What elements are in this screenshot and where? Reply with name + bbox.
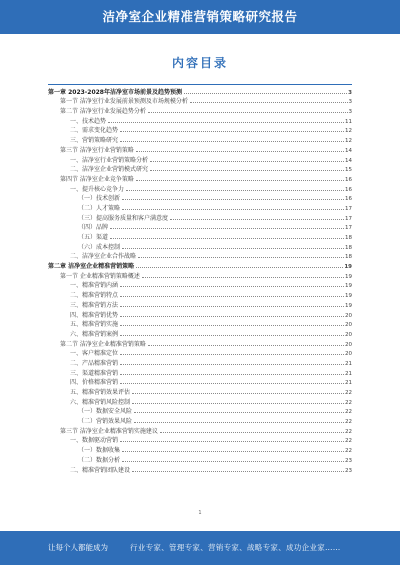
report-title: 洁净室企业精准营销策略研究报告 (102, 9, 298, 24)
toc-divider (48, 84, 352, 85)
toc-leader-dots (136, 267, 343, 268)
toc-leader-dots (136, 180, 344, 181)
toc-leader-dots (132, 393, 344, 394)
toc-entry-page: 22 (345, 438, 352, 445)
toc-entry[interactable] (48, 299, 352, 309)
toc-entry[interactable] (48, 386, 352, 396)
toc-leader-dots (122, 209, 344, 210)
toc-entry-label: 第四节 洁净室企业竞争策略 (60, 175, 134, 183)
toc-entry-label: 第三节 洁净室企业精准营销实施建议 (60, 427, 158, 435)
toc-entry-label: 二、精准营销特点 (70, 292, 119, 300)
toc-entry-page: 3 (348, 109, 352, 116)
toc-entry[interactable] (48, 222, 352, 232)
toc-leader-dots (120, 306, 344, 307)
toc-entry[interactable] (48, 454, 352, 464)
toc-entry-page: 14 (345, 147, 352, 154)
toc-entry-label: （一）数据安全风险 (78, 408, 133, 416)
toc-entry-page: 21 (345, 370, 352, 377)
toc-entry[interactable] (48, 270, 352, 280)
toc-entry[interactable] (48, 173, 352, 183)
toc-entry-page: 12 (345, 138, 352, 145)
toc-entry-label: （一）技术创新 (78, 195, 121, 203)
toc-entry-page: 22 (345, 448, 352, 455)
toc-entry-label: 二、洁净室企业合作战略 (70, 253, 137, 261)
toc-entry-label: （三）提高服务质量和客户满意度 (78, 214, 169, 222)
toc-entry[interactable] (48, 251, 352, 261)
report-header-bar (0, 0, 400, 34)
toc-leader-dots (110, 238, 344, 239)
toc-entry-page: 20 (345, 331, 352, 338)
toc-heading: 内容目录 (171, 56, 228, 70)
toc-entry-page: 19 (345, 273, 352, 280)
toc-entry-page: 3 (348, 99, 352, 106)
toc-leader-dots (120, 141, 344, 142)
toc-leader-dots (120, 354, 344, 355)
toc-leader-dots (160, 432, 344, 433)
toc-leader-dots (120, 335, 344, 336)
toc-entry[interactable] (48, 309, 352, 319)
toc-leader-dots (120, 383, 344, 384)
toc-entry-label: 一、数据驱动营销 (70, 437, 119, 445)
toc-leader-dots (108, 122, 344, 123)
toc-entry-page: 18 (345, 244, 352, 251)
toc-entry-page: 17 (345, 205, 352, 212)
toc-entry-label: 一、客户精准定位 (70, 350, 119, 358)
toc-entry[interactable] (48, 144, 352, 154)
toc-entry-page: 11 (345, 118, 352, 125)
toc-entry-label: （二）营销效果风险 (78, 418, 133, 426)
toc-entry[interactable] (48, 202, 352, 212)
toc-entry[interactable] (48, 464, 352, 474)
toc-entry-page: 16 (345, 176, 352, 183)
toc-entry-page: 22 (345, 409, 352, 416)
toc-entry-label: 三、营销策略研究 (70, 137, 119, 145)
toc-entry[interactable] (48, 280, 352, 290)
toc-leader-dots (184, 93, 347, 94)
toc-entry[interactable] (48, 328, 352, 338)
toc-entry-page: 14 (345, 157, 352, 164)
toc-entry-page: 19 (344, 264, 352, 271)
toc-entry-page: 18 (345, 254, 352, 261)
toc-leader-dots (122, 248, 344, 249)
toc-entry-label: 第一节 洁净室行业发展前景预测及市场规模分析 (60, 98, 188, 106)
page-number: 1 (198, 510, 202, 516)
toc-entry-label: （五）渠道 (78, 234, 109, 241)
toc-entry-label: （二）人才策略 (78, 204, 121, 212)
toc-entry-label: 二、洁净室企业营销模式研究 (70, 166, 149, 174)
toc-leader-dots (120, 131, 344, 132)
toc-entry-label: （一）数据收集 (78, 447, 121, 455)
toc-leader-dots (150, 170, 344, 171)
toc-entry-page: 20 (345, 351, 352, 358)
toc-leader-dots (120, 325, 344, 326)
toc-leader-dots (120, 286, 344, 287)
toc-entry-page: 16 (345, 186, 352, 193)
toc-entry-label: 四、价格精准营销 (70, 379, 119, 387)
toc-entry-page: 12 (345, 128, 352, 135)
footer-roles: 行业专家、管理专家、营销专家、战略专家、成功企业家…… (130, 543, 341, 552)
toc-entry-page: 22 (345, 390, 352, 396)
toc-entry-label: 一、提升核心竞争力 (70, 185, 125, 193)
toc-leader-dots (132, 471, 344, 472)
toc-entry[interactable] (48, 212, 352, 222)
toc-entry-page: 20 (345, 312, 352, 319)
toc-leader-dots (120, 316, 344, 317)
toc-entry-page: 17 (345, 225, 352, 232)
toc-leader-dots (148, 345, 344, 346)
toc-entry[interactable] (48, 338, 352, 348)
toc-entry-page: 22 (345, 419, 352, 426)
toc-leader-dots (134, 422, 344, 423)
toc-entry-page: 23 (345, 467, 352, 474)
toc-entry[interactable] (48, 125, 352, 135)
toc-leader-dots (132, 403, 344, 404)
toc-leader-dots (150, 161, 344, 162)
toc-entry[interactable] (48, 289, 352, 299)
toc-entry-label: （六）成本控制 (78, 243, 121, 251)
toc-entry[interactable] (48, 154, 352, 164)
toc-entry[interactable] (48, 105, 352, 115)
toc-entry[interactable] (48, 348, 352, 358)
toc-entry[interactable] (48, 241, 352, 251)
toc-leader-dots (122, 451, 344, 452)
toc-entry[interactable] (48, 406, 352, 416)
toc-entry-page: 15 (345, 167, 352, 174)
toc-leader-dots (120, 296, 344, 297)
toc-leader-dots (138, 257, 344, 258)
toc-leader-dots (120, 374, 344, 375)
toc-entry-label: 一、洁净室行业营销策略分析 (70, 156, 149, 164)
toc-entry[interactable] (48, 96, 352, 106)
toc-entry[interactable] (48, 164, 352, 174)
toc-entry[interactable] (48, 435, 352, 445)
toc-entry-label: 第二章 洁净室企业精准营销策略 (48, 263, 135, 271)
toc-entry[interactable] (48, 444, 352, 454)
toc-entry-label: 二、精准营销团队建设 (70, 466, 131, 474)
toc-entry-label: 二、需求变化趋势 (70, 127, 119, 135)
toc-entry-page: 18 (345, 235, 352, 241)
toc-entry[interactable] (48, 134, 352, 144)
toc-entry[interactable] (48, 396, 352, 406)
toc-entry-label: 第二节 洁净室行业发展趋势分析 (60, 108, 146, 116)
toc-entry-label: 一、精准营销内涵 (70, 282, 119, 290)
toc-entry[interactable] (48, 231, 352, 241)
toc-entry-label: 第一节 企业精准营销策略概述 (60, 272, 140, 280)
toc-entry[interactable] (48, 377, 352, 387)
toc-entry-label: 五、精准营销效果评估 (70, 389, 131, 396)
toc-entry-label: （四）品牌 (78, 224, 109, 232)
toc-entry[interactable] (48, 367, 352, 377)
toc-leader-dots (120, 441, 344, 442)
toc-entry[interactable] (48, 260, 352, 270)
toc-entry-page: 19 (345, 293, 352, 300)
toc-entry[interactable] (48, 193, 352, 203)
toc-entry-page: 16 (345, 196, 352, 203)
toc-entry-page: 3 (348, 89, 352, 96)
toc-entry-page: 21 (345, 360, 352, 367)
toc-leader-dots (170, 219, 344, 220)
toc-entry-label: 第三节 洁净室行业营销策略 (60, 146, 134, 154)
toc-entry[interactable] (48, 115, 352, 125)
toc-entry-page: 17 (345, 215, 352, 222)
toc-entry-label: （二）数据分析 (78, 456, 121, 464)
toc-entry[interactable] (48, 86, 352, 96)
toc-entry-label: 三、精准营销方法 (70, 301, 119, 309)
footer-bar (0, 531, 400, 565)
toc-entry-page: 21 (345, 380, 352, 387)
toc-entry-label: 六、精准营销案例 (70, 330, 119, 338)
toc-entry-label: 第一章 2023-2028年洁净室市场前景及趋势预测 (48, 88, 182, 96)
toc-entry-label: 五、精准营销实施 (70, 321, 119, 329)
toc-leader-dots (136, 151, 344, 152)
toc-entry[interactable] (48, 183, 352, 193)
toc-entry-label: 一、技术趋势 (70, 117, 107, 125)
toc-entry-page: 22 (345, 399, 352, 406)
toc-leader-dots (110, 228, 344, 229)
toc-entry-label: 四、精准营销优势 (70, 311, 119, 319)
toc-entry-page: 20 (345, 341, 352, 348)
toc-entry-label: 二、产品精准营销 (70, 359, 119, 367)
toc-leader-dots (148, 112, 348, 113)
toc-leader-dots (122, 199, 344, 200)
toc-entry-label: 六、精准营销风险控制 (70, 398, 131, 406)
toc-entry[interactable] (48, 357, 352, 367)
toc-leader-dots (120, 364, 344, 365)
toc-entry-page: 19 (345, 283, 352, 290)
table-of-contents (48, 86, 352, 474)
toc-entry-label: 第二节 洁净室企业精准营销策略 (60, 340, 146, 348)
toc-leader-dots (190, 102, 348, 103)
toc-entry-page: 19 (345, 302, 352, 309)
toc-entry-page: 23 (345, 457, 352, 464)
toc-leader-dots (122, 461, 344, 462)
toc-leader-dots (142, 277, 344, 278)
toc-entry[interactable] (48, 425, 352, 435)
toc-entry-page: 20 (345, 322, 352, 329)
toc-entry-label: 三、渠道精准营销 (70, 369, 119, 377)
footer-slogan: 让每个人都能成为 (48, 543, 108, 552)
toc-leader-dots (126, 190, 344, 191)
toc-leader-dots (134, 412, 344, 413)
toc-entry[interactable] (48, 319, 352, 329)
toc-entry[interactable] (48, 415, 352, 425)
toc-entry-page: 22 (345, 428, 352, 435)
